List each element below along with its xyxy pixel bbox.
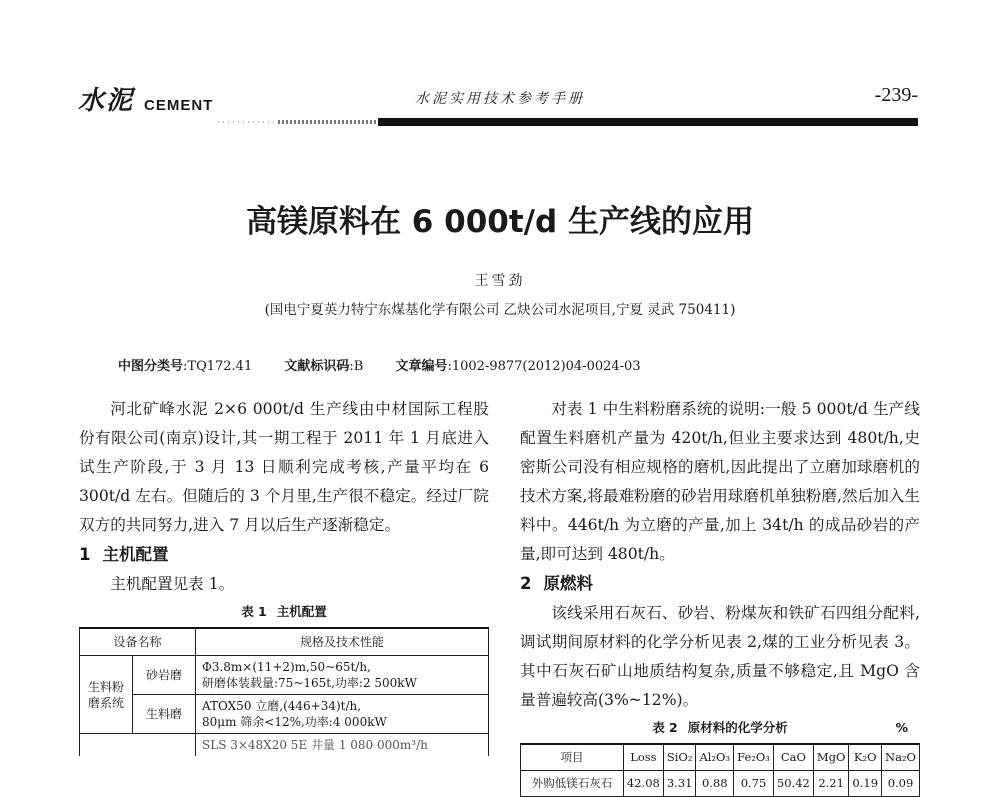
table-2-cell: 外购低镁石灰石 <box>521 771 624 797</box>
clc-number: 中图分类号:TQ172.41 <box>118 359 253 374</box>
logo-chinese: 水泥 <box>78 86 135 116</box>
table-2-cell: 0.09 <box>882 771 920 797</box>
table-1-group: 生料粉磨系统 <box>80 656 133 734</box>
article-number: 文章编号:1002-9877(2012)04-0024-03 <box>395 359 641 374</box>
table-2-caption: 表 2 原材料的化学分析 % <box>520 715 920 741</box>
table-2-header: CaO <box>773 744 813 771</box>
table-1-header-spec: 规格及技术性能 <box>196 628 489 656</box>
table-2-cell: 0.19 <box>849 771 882 797</box>
article-meta <box>118 355 669 374</box>
document-code: 文献标识码:B <box>284 359 364 374</box>
table-2-header: Loss <box>623 744 663 771</box>
paragraph: 对表 1 中生料粉磨系统的说明:一般 5 000t/d 生产线配置生料磨机产量为 420t/h,但业主要求达到 480t/h,史密斯公司没有相应规格的磨机,因此提出了立磨加球磨机的技术方案,将最难粉磨的砂岩用球磨机单独粉磨,然后加入生料中。446t/h 为立磨的产量,加上 34t/h 的成品砂岩的产量,即可达到 480t/h。 <box>520 400 920 563</box>
table-2-cell: 2.21 <box>813 771 849 797</box>
table-2-header: Na₂O <box>882 744 920 771</box>
journal-logo <box>78 80 213 117</box>
intro-paragraph: 河北矿峰水泥 2×6 000t/d 生产线由中材国际工程股份有限公司(南京)设计,其一期工程于 2011 年 1 月底进入试生产阶段,于 3 月 13 日顺利完成考核,产量平均在 6 300t/d 左右。但随后的 3 个月里,生产很不稳定。经过厂院双方的共同努力,进入 7 月以后生产逐渐稳定。 <box>79 400 489 534</box>
table-2-header: SiO₂ <box>663 744 696 771</box>
table-2-cell: 50.42 <box>773 771 813 797</box>
page-number: -239- <box>874 84 918 106</box>
article-title: 高镁原料在 6 000t/d 生产线的应用 <box>246 204 754 240</box>
table-2-header: 项目 <box>521 744 624 771</box>
table-2-cell: 3.31 <box>663 771 696 797</box>
left-column <box>79 395 489 756</box>
table-1-equipment: 砂岩磨 <box>133 656 196 695</box>
table-2-cell: 0.88 <box>696 771 734 797</box>
table-row <box>80 734 489 757</box>
section-1-text: 主机配置见表 1。 <box>110 575 235 593</box>
table-1 <box>79 627 489 756</box>
running-title: 水泥实用技术参考手册 <box>415 91 585 107</box>
table-row <box>80 656 489 695</box>
section-1-heading: 1 主机配置 <box>79 545 169 564</box>
author: 王雪劲 <box>474 273 526 289</box>
table-1-caption: 表 1 主机配置 <box>241 604 327 619</box>
header-rule <box>78 118 918 126</box>
table-row <box>80 695 489 734</box>
table-1-spec-partial: SLS 3×48X20 5E 井量 1 080 000m³/h <box>196 734 489 757</box>
table-2-header: K₂O <box>849 744 882 771</box>
table-2-header: MgO <box>813 744 849 771</box>
affiliation: (国电宁夏英力特宁东煤基化学有限公司 乙炔公司水泥项目,宁夏 灵武 750411) <box>264 302 736 318</box>
table-2-header: Al₂O₃ <box>696 744 734 771</box>
paragraph: 该线采用石灰石、砂岩、粉煤灰和铁矿石四组分配料,调试期间原材料的化学分析见表 2,煤的工业分析见表 3。其中石灰石矿山地质结构复杂,质量不够稳定,且 MgO 含量普遍较高(3%~12%)。 <box>520 604 920 709</box>
logo-english: CEMENT <box>144 97 214 114</box>
table-2-unit: % <box>895 720 908 735</box>
table-1-header-equipment: 设备名称 <box>80 628 196 656</box>
section-2-heading: 2 原燃料 <box>520 574 593 593</box>
table-1-spec: ATOX50 立磨,(446+34)t/h, 80μm 筛余<12%,功率:4 000kW <box>196 695 489 734</box>
table-1-equipment: 生料磨 <box>133 695 196 734</box>
table-1-spec: Φ3.8m×(11+2)m,50~65t/h, 研磨体装载量:75~165t,功率:2 500kW <box>196 656 489 695</box>
right-column <box>520 395 920 797</box>
table-2-header: Fe₂O₃ <box>734 744 774 771</box>
table-2 <box>520 743 920 797</box>
table-2-cell: 42.08 <box>623 771 663 797</box>
table-2-cell: 0.75 <box>734 771 774 797</box>
